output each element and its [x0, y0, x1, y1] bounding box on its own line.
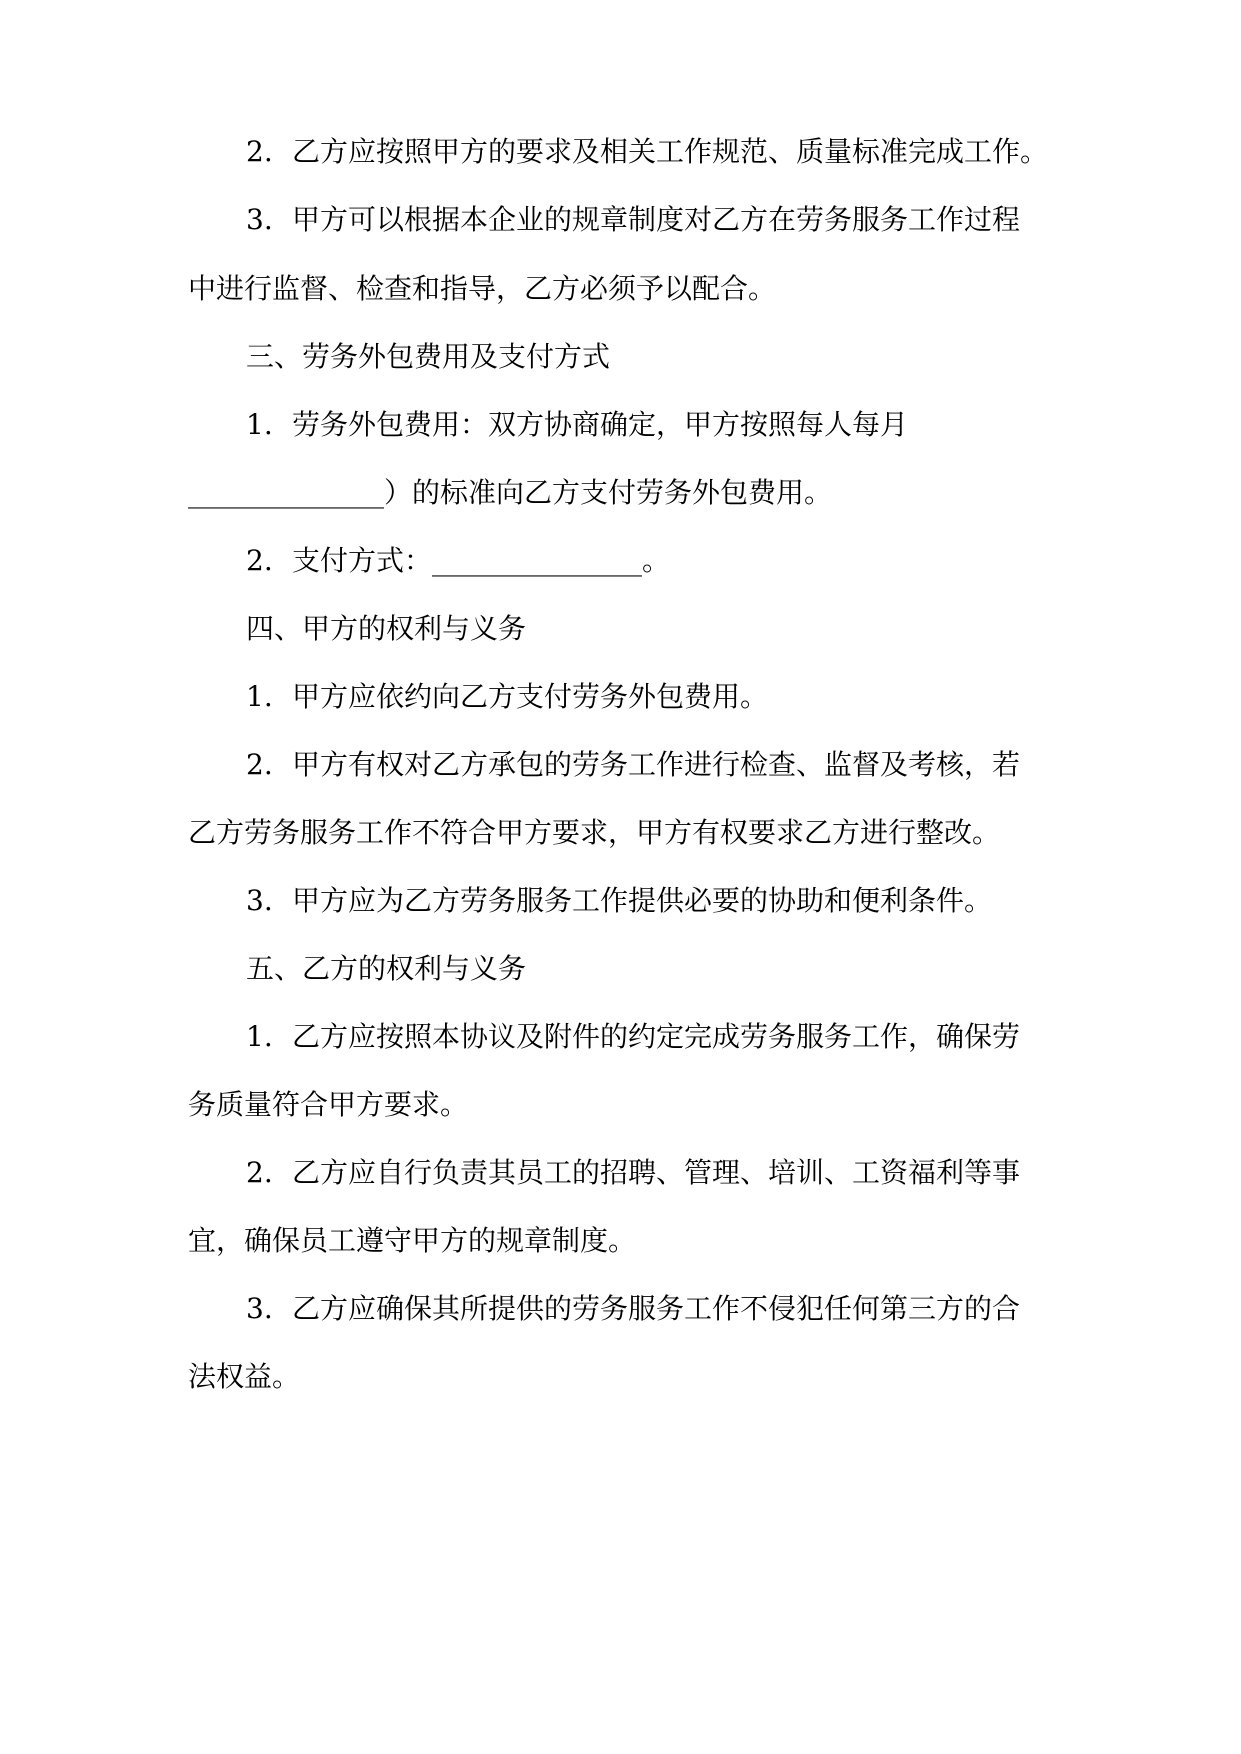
item-number: 3. [246, 203, 273, 236]
paragraph-line [188, 1085, 1148, 1125]
line-text: 支付方式：_______________。 [292, 544, 671, 577]
paragraph-line [246, 405, 1146, 445]
line-text: 甲方可以根据本企业的规章制度对乙方在劳务服务工作过程 [292, 203, 1021, 236]
paragraph-line [246, 881, 1146, 921]
item-number: 1. [246, 1020, 273, 1053]
line-text: 乙方劳务服务工作不符合甲方要求，甲方有权要求乙方进行整改。 [188, 816, 1001, 849]
line-text: 五、乙方的权利与义务 [246, 952, 527, 985]
paragraph-line [246, 1017, 1146, 1057]
line-text: 法权益。 [188, 1360, 301, 1393]
paragraph-line [188, 1357, 1148, 1397]
paragraph-line [246, 1289, 1146, 1329]
paragraph-line [246, 541, 1146, 581]
line-text: 乙方应自行负责其员工的招聘、管理、培训、工资福利等事 [292, 1156, 1021, 1189]
line-text: 宜，确保员工遵守甲方的规章制度。 [188, 1224, 637, 1257]
paragraph-line [246, 132, 1146, 172]
item-number: 2. [246, 748, 273, 781]
paragraph-line [246, 1153, 1146, 1193]
line-text: 中进行监督、检查和指导，乙方必须予以配合。 [188, 272, 777, 305]
paragraph-line [188, 269, 1148, 309]
item-number: 1. [246, 408, 273, 441]
item-number: 3. [246, 1292, 273, 1325]
line-text: 甲方应为乙方劳务服务工作提供必要的协助和便利条件。 [292, 884, 993, 917]
item-number: 3. [246, 884, 273, 917]
line-text: 三、劳务外包费用及支付方式 [246, 340, 611, 373]
paragraph-line [246, 200, 1146, 240]
line-text: 甲方有权对乙方承包的劳务工作进行检查、监督及考核，若 [292, 748, 1021, 781]
line-text: 乙方应按照本协议及附件的约定完成劳务服务工作，确保劳 [292, 1020, 1021, 1053]
item-number: 2. [246, 135, 273, 168]
line-text: 劳务外包费用：双方协商确定，甲方按照每人每月 [292, 408, 909, 441]
paragraph-line [188, 813, 1148, 853]
line-text: 四、甲方的权利与义务 [246, 612, 527, 645]
paragraph-line [188, 473, 1148, 513]
line-text: 乙方应按照甲方的要求及相关工作规范、质量标准完成工作。 [292, 135, 1049, 168]
section-heading [246, 609, 1146, 649]
paragraph-line [246, 745, 1146, 785]
line-text: 甲方应依约向乙方支付劳务外包费用。 [292, 680, 769, 713]
item-number: 1. [246, 680, 273, 713]
line-text: 务质量符合甲方要求。 [188, 1088, 469, 1121]
paragraph-line [246, 677, 1146, 717]
item-number: 2. [246, 1156, 273, 1189]
item-number: 2. [246, 544, 273, 577]
line-text: ______________）的标准向乙方支付劳务外包费用。 [188, 476, 833, 509]
line-text: 乙方应确保其所提供的劳务服务工作不侵犯任何第三方的合 [292, 1292, 1021, 1325]
paragraph-line [188, 1221, 1148, 1261]
section-heading [246, 949, 1146, 989]
section-heading [246, 337, 1146, 377]
